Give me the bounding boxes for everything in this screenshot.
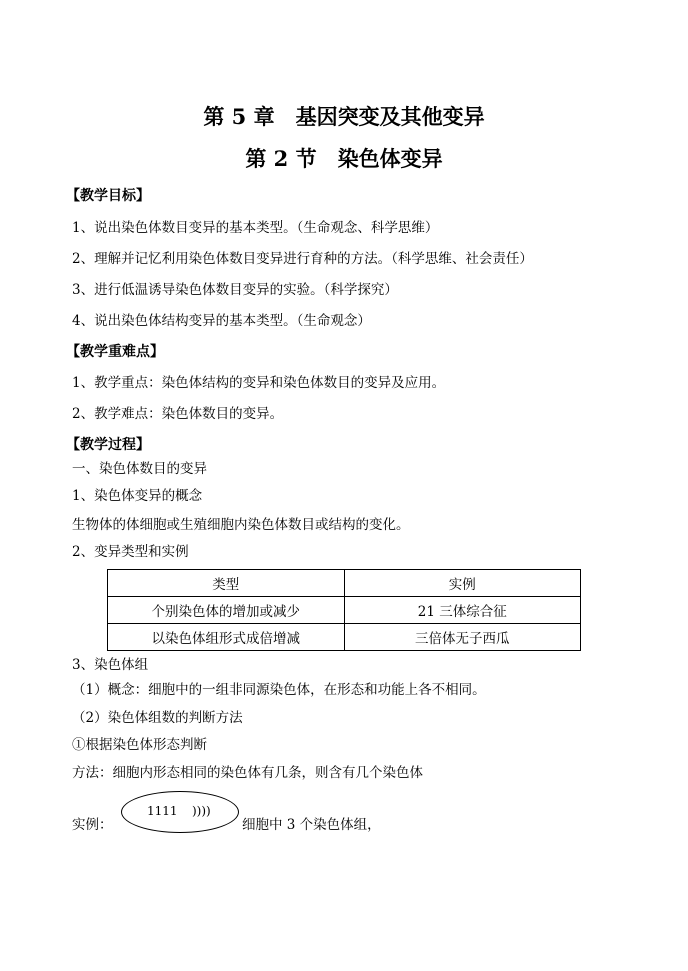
table-header-row — [108, 570, 581, 597]
table-cell: 三倍体无子西瓜 — [344, 624, 581, 651]
example-label: 实例： — [72, 817, 113, 833]
method-one-title: ①根据染色体形态判断 — [72, 737, 207, 753]
chromosome-set-title: 3、染色体组 — [72, 657, 149, 673]
table-cell: 以染色体组形式成倍增减 — [108, 624, 345, 651]
concept-title: 1、染色体变异的概念 — [72, 488, 203, 504]
table-header-cell: 实例 — [344, 570, 581, 597]
part-one-title: 一、染色体数目的变异 — [72, 461, 207, 477]
table-row — [108, 597, 581, 624]
key-point-item: 1、教学重点：染色体结构的变异和染色体数目的变异及应用。 — [72, 375, 446, 391]
key-point-item: 2、教学难点：染色体数目的变异。 — [72, 406, 284, 422]
objectives-heading: 【教学目标】 — [66, 188, 150, 204]
objective-item: 3、进行低温诱导染色体数目变异的实验。（科学探究） — [72, 282, 398, 298]
table-row — [108, 624, 581, 651]
chromosome-glyphs-right: )))) — [192, 804, 211, 818]
chapter-title: 第 5 章 基因突变及其他变异 — [203, 104, 485, 129]
variation-types-table — [107, 569, 581, 651]
table-cell: 21 三体综合征 — [344, 597, 581, 624]
chromosome-set-concept: （1）概念：细胞中的一组非同源染色体，在形态和功能上各不相同。 — [72, 682, 486, 698]
cell-diagram — [121, 791, 239, 833]
concept-text: 生物体的体细胞或生殖细胞内染色体数目或结构的变化。 — [72, 517, 410, 533]
chromosome-glyphs-left: 1111 — [147, 804, 178, 818]
objective-item: 4、说出染色体结构变异的基本类型。（生命观念） — [72, 313, 371, 329]
types-title: 2、变异类型和实例 — [72, 544, 189, 560]
chromosome-set-method: （2）染色体组数的判断方法 — [72, 710, 243, 726]
objective-item: 1、说出染色体数目变异的基本类型。（生命观念、科学思维） — [72, 220, 439, 236]
table-cell: 个别染色体的增加或减少 — [108, 597, 345, 624]
method-text: 方法：细胞内形态相同的染色体有几条，则含有几个染色体 — [72, 765, 423, 781]
table-header-cell: 类型 — [108, 570, 345, 597]
section-title: 第 2 节 染色体变异 — [245, 146, 443, 171]
example-text: 细胞中 3 个染色体组， — [242, 817, 381, 833]
objective-item: 2、理解并记忆利用染色体数目变异进行育种的方法。（科学思维、社会责任） — [72, 251, 533, 267]
process-heading: 【教学过程】 — [66, 437, 150, 453]
key-points-heading: 【教学重难点】 — [66, 344, 164, 360]
